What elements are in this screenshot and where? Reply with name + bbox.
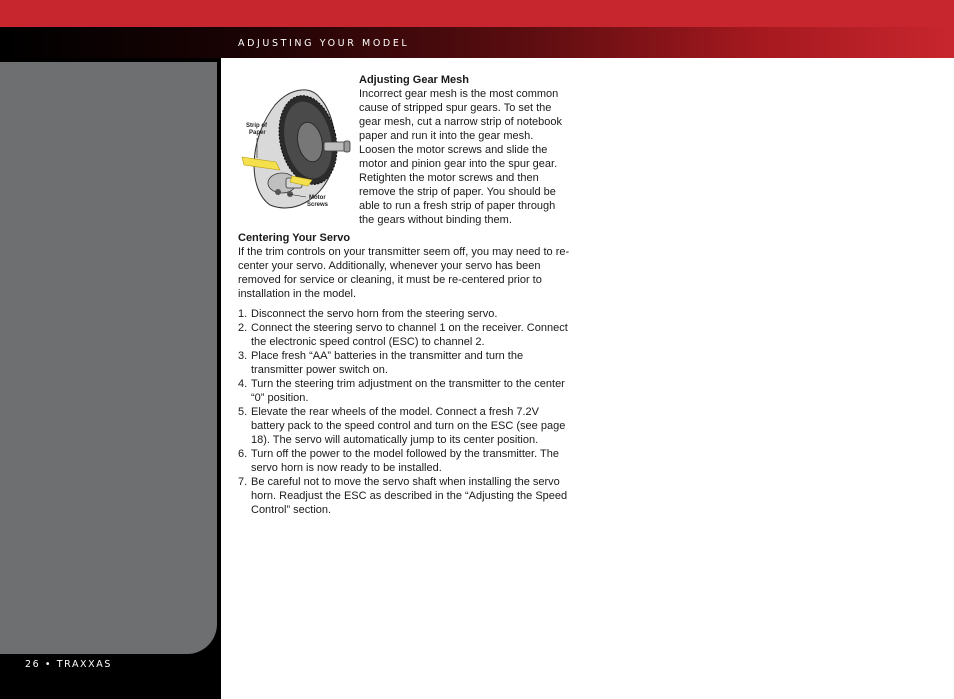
- step-number: 4.: [238, 378, 248, 390]
- step-number: 1.: [238, 308, 248, 320]
- step-text: Disconnect the servo horn from the steering servo.: [251, 308, 498, 320]
- servo-heading: Centering Your Servo: [238, 232, 351, 244]
- section-title: ADJUSTING YOUR MODEL: [238, 38, 410, 49]
- servo-section: [238, 231, 570, 517]
- label-strip-of-paper-line2: Paper: [249, 130, 266, 136]
- label-strip-of-paper-line1: Strip of: [246, 123, 267, 129]
- servo-intro: If the trim controls on your transmitter seem off, you may need to re-center your servo. Additionally, whenever your servo has been removed for service or cleaning, it must be re-centered prior to installation in the model.: [238, 246, 570, 300]
- gear-mesh-section: [359, 73, 569, 227]
- label-motor-screws-line1: Motor: [309, 195, 326, 201]
- gear-mesh-body: Incorrect gear mesh is the most common cause of stripped spur gears. To set the gear mesh, cut a narrow strip of notebook paper and run it into the gear mesh. Loosen the motor screws and slide the motor and pinion gear into the spur gear. Retighten the motor screws and then remove the strip of paper. You should be able to run a fresh strip of paper through the gears without binding them.: [359, 88, 562, 226]
- servo-steps: [238, 307, 570, 517]
- gear-mesh-heading: Adjusting Gear Mesh: [359, 74, 470, 86]
- list-item: [238, 475, 570, 517]
- gear-mesh-drawing: [240, 80, 355, 220]
- step-number: 6.: [238, 448, 248, 460]
- page-footer: 26 • TRAXXAS: [25, 659, 112, 670]
- step-text: Place fresh “AA” batteries in the transmitter and turn the transmitter power switch on.: [251, 350, 524, 376]
- step-text: Connect the steering servo to channel 1 on the receiver. Connect the electronic speed control (ESC) to channel 2.: [251, 322, 568, 348]
- list-item: [238, 405, 570, 447]
- step-number: 2.: [238, 322, 248, 334]
- list-item: [238, 321, 570, 349]
- step-number: 5.: [238, 406, 248, 418]
- list-item: [238, 447, 570, 475]
- header-band: [0, 27, 954, 58]
- step-text: Be careful not to move the servo shaft when installing the servo horn. Readjust the ESC as described in the “Adjusting the Speed Control” section.: [251, 476, 568, 516]
- gear-mesh-illustration: [240, 80, 355, 220]
- step-text: Turn off the power to the model followed by the transmitter. The servo horn is now ready to be installed.: [251, 448, 559, 474]
- sidebar-panel: [0, 62, 217, 654]
- list-item: [238, 307, 570, 321]
- step-text: Turn the steering trim adjustment on the transmitter to the center “0” position.: [251, 378, 565, 404]
- label-motor-screws-line2: Screws: [307, 202, 329, 208]
- top-red-band: [0, 0, 954, 27]
- step-number: 3.: [238, 350, 248, 362]
- list-item: [238, 349, 570, 377]
- list-item: [238, 377, 570, 405]
- step-number: 7.: [238, 476, 248, 488]
- step-text: Elevate the rear wheels of the model. Connect a fresh 7.2V battery pack to the speed control and turn on the ESC (see page 18). The servo will automatically jump to its center position.: [251, 406, 566, 446]
